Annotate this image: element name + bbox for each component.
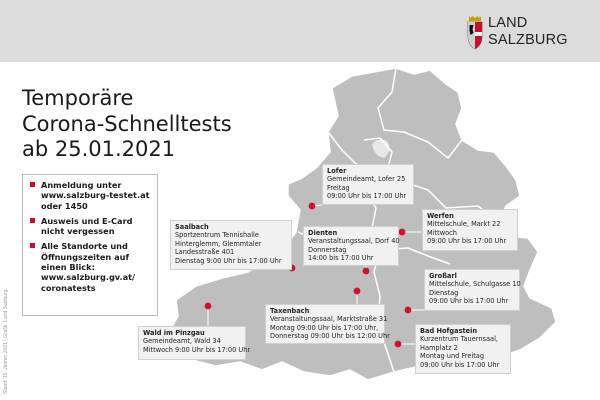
location-detail: Gemeindeamt, Lofer 25 [327, 175, 406, 184]
location-name: Taxenbach [270, 307, 310, 315]
logo-line-land: LAND [488, 15, 528, 31]
location-detail: 09:00 Uhr bis 17:00 Uhr [429, 297, 509, 306]
info-link[interactable]: www.salzburg.gv.at/ [41, 272, 136, 283]
location-detail: Mittelschule, Markt 22 [427, 220, 501, 229]
location-detail: 09:00 Uhr bis 17:00 Uhr [327, 192, 407, 201]
location-name: Bad Hofgastein [420, 327, 478, 335]
info-link[interactable]: www.salzburg-testet.at [41, 190, 150, 201]
marker-wald-im-pinzgau[interactable] [205, 303, 212, 310]
location-label-bad-hofgastein [415, 324, 511, 374]
location-detail: 09:00 Uhr bis 17:00 Uhr [420, 360, 500, 369]
location-detail: Mittwoch 9:00 Uhr bis 17:00 Uhr [143, 345, 251, 354]
location-detail: Dienstag [429, 288, 459, 297]
title-line-2: Corona-Schnelltests [22, 111, 232, 136]
logo-line-salzburg: SALZBURG [488, 32, 568, 48]
location-detail: Freitag [327, 183, 350, 192]
marker-werfen[interactable] [399, 229, 406, 236]
location-detail: Landesstraße 401 [175, 248, 235, 257]
location-label-lofer [322, 164, 414, 205]
location-label-werfen [422, 209, 518, 251]
location-name: Wald im Pinzgau [143, 329, 205, 337]
location-detail: Gemeindeamt, Wald 34 [143, 337, 221, 346]
location-label-saalbach [170, 220, 292, 270]
info-text: nicht vergessen [41, 226, 115, 237]
marker-bad-hofgastein[interactable] [395, 341, 402, 348]
location-detail: Donnerstag 09:00 Uhr bis 12:00 Uhr [270, 332, 390, 341]
location-detail: Kurzentrum Tauernsaal, [420, 335, 499, 344]
location-detail: Mittelschule, Schulgasse 10 [429, 280, 521, 289]
credit-text: Stand: 15. Jänner 2021 | Grafik: Land Salzburg [3, 289, 9, 394]
location-detail: Veranstaltungssaal, Marktstraße 31 [270, 315, 388, 324]
location-detail: Sportzentrum Tennishalle [175, 231, 259, 240]
marker-taxenbach[interactable] [354, 288, 361, 295]
location-label-taxenbach [265, 304, 390, 344]
location-detail: Mittwoch [427, 228, 457, 237]
info-text: oder 1450 [41, 200, 88, 211]
info-text: Öffnungszeiten auf [41, 251, 129, 262]
location-detail: 14:00 bis 17:00 Uhr [308, 254, 374, 263]
location-label-dienten [303, 226, 399, 266]
location-detail: 09:00 Uhr bis 17:00 Uhr [427, 237, 507, 246]
location-name: Saalbach [175, 223, 209, 231]
info-text: einen Blick: [41, 262, 95, 273]
location-name: Werfen [427, 212, 454, 220]
location-detail: Veranstaltungssaal, Dorf 40 [308, 237, 400, 246]
info-text: Anmeldung unter [41, 180, 122, 190]
location-detail: Hamplatz 2 [420, 343, 458, 352]
marker-grossarl[interactable] [405, 307, 412, 314]
location-name: Großarl [429, 272, 457, 280]
title-line-3: ab 25.01.2021 [22, 137, 176, 161]
marker-dienten[interactable] [363, 268, 370, 275]
location-name: Dienten [308, 229, 338, 237]
info-link[interactable]: coronatests [41, 282, 96, 293]
marker-lofer[interactable] [309, 203, 316, 210]
location-detail: Montag und Freitag [420, 352, 485, 361]
location-detail: Dienstag 9:00 Uhr bis 17:00 Uhr [175, 256, 282, 265]
location-detail: Montag 09:00 Uhr bis 17:00 Uhr, [270, 323, 379, 332]
info-text: Ausweis und E-Card [41, 215, 133, 226]
location-label-wald-im-pinzgau [138, 326, 251, 360]
location-detail: Hinterglemm, Glemmtaler [175, 239, 262, 248]
location-detail: Donnerstag [308, 245, 347, 254]
info-text: Alle Standorte und [41, 241, 128, 252]
location-label-grossarl [424, 269, 520, 311]
title-line-1: Temporäre [22, 86, 134, 110]
location-name: Lofer [327, 167, 347, 175]
